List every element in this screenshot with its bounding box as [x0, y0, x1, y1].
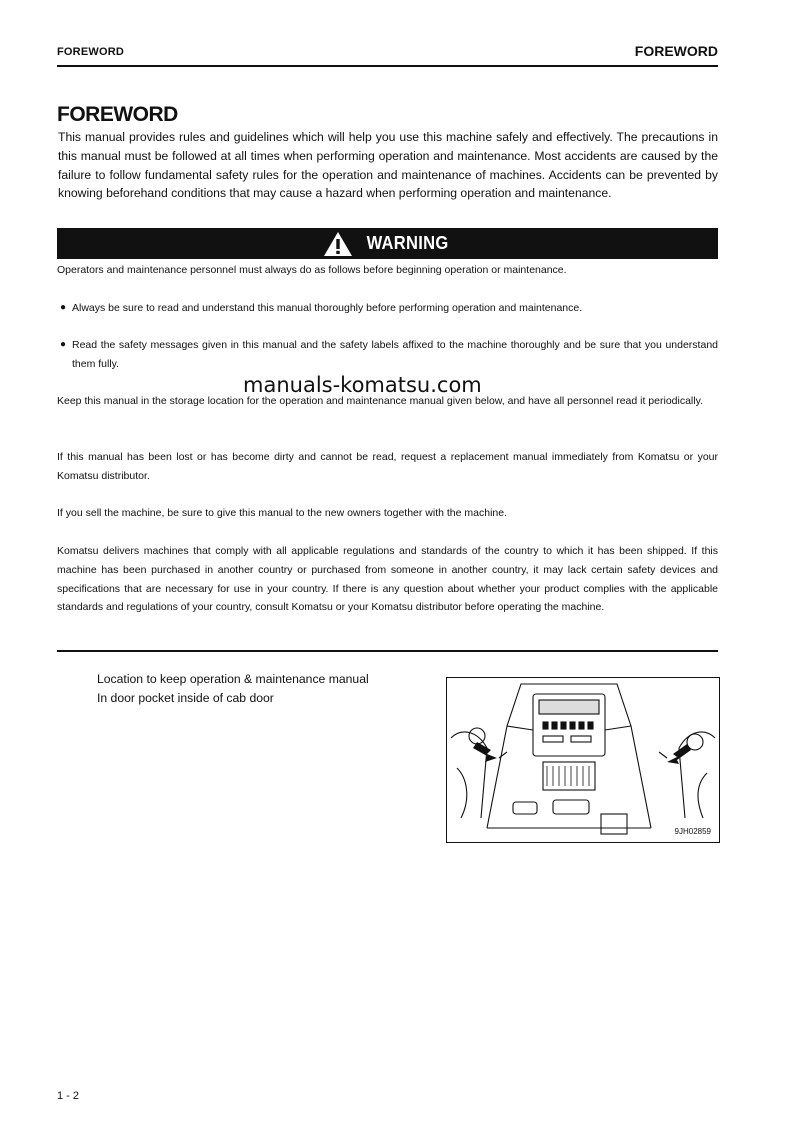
cab-interior-drawing	[447, 678, 719, 842]
paragraph-sell: If you sell the machine, be sure to give this manual to the new owners together with the machine.	[57, 507, 507, 519]
header-right-title: FOREWORD	[634, 43, 718, 59]
section-rule	[57, 650, 718, 652]
header-rule	[57, 65, 718, 67]
warning-label: WARNING	[366, 233, 449, 253]
figure-code: 9JH02859	[674, 827, 711, 836]
page-number: 1 - 2	[57, 1090, 80, 1102]
header-left-title: FOREWORD	[57, 46, 124, 58]
bullet-dot: ●	[60, 302, 67, 313]
bullet-text: Read the safety messages given in this manual and the safety labels affixed to the machine thoroughly and be sure that you understand them fully.	[72, 339, 718, 370]
paragraph-replacement: If this manual has been lost or has become dirty and cannot be read, request a replacement manual immediately from Komatsu or your Komatsu distributor.	[57, 451, 718, 482]
warning-bullet	[57, 336, 718, 374]
warning-lead: Operators and maintenance personnel must always do as follows before beginning operation or maintenance.	[57, 264, 567, 276]
cab-illustration	[446, 677, 720, 843]
paragraph-compliance: Komatsu delivers machines that comply with all applicable regulations and standards of the country to which it has been shipped. If this machine has been purchased in another country or purchased from someone in another country, it may lack certain safety devices and specifications that are necessary for use in your country. If there is any question about whether your product complies with the applicable standards and regulations of your country, consult Komatsu or your Komatsu distributor before operating the machine.	[57, 545, 718, 614]
intro-paragraph: This manual provides rules and guidelines which will help you use this machine safely and effectively. The precautions in this manual must be followed at all times when performing operation and maintenance. Most accidents are caused by the failure to follow fundamental safety rules for the operation and maintenance of machines. Accidents can be prevented by knowing beforehand conditions that may cause a hazard when performing operation and maintenance.	[58, 130, 718, 201]
warning-triangle-icon	[323, 231, 353, 257]
watermark: manuals-komatsu.com	[243, 373, 482, 397]
location-line-2: In door pocket inside of cab door	[97, 690, 274, 705]
bullet-dot: ●	[60, 339, 67, 350]
page-title: FOREWORD	[57, 103, 178, 126]
paragraph-storage: Keep this manual in the storage location for the operation and maintenance manual given below, and have all personnel read it periodically.	[57, 395, 703, 407]
location-note	[97, 670, 369, 708]
warning-banner	[57, 228, 718, 259]
location-line-1: Location to keep operation & maintenance manual	[97, 672, 369, 686]
bullet-text: Always be sure to read and understand this manual thoroughly before performing operation and maintenance.	[72, 302, 583, 314]
warning-bullet	[57, 299, 718, 318]
